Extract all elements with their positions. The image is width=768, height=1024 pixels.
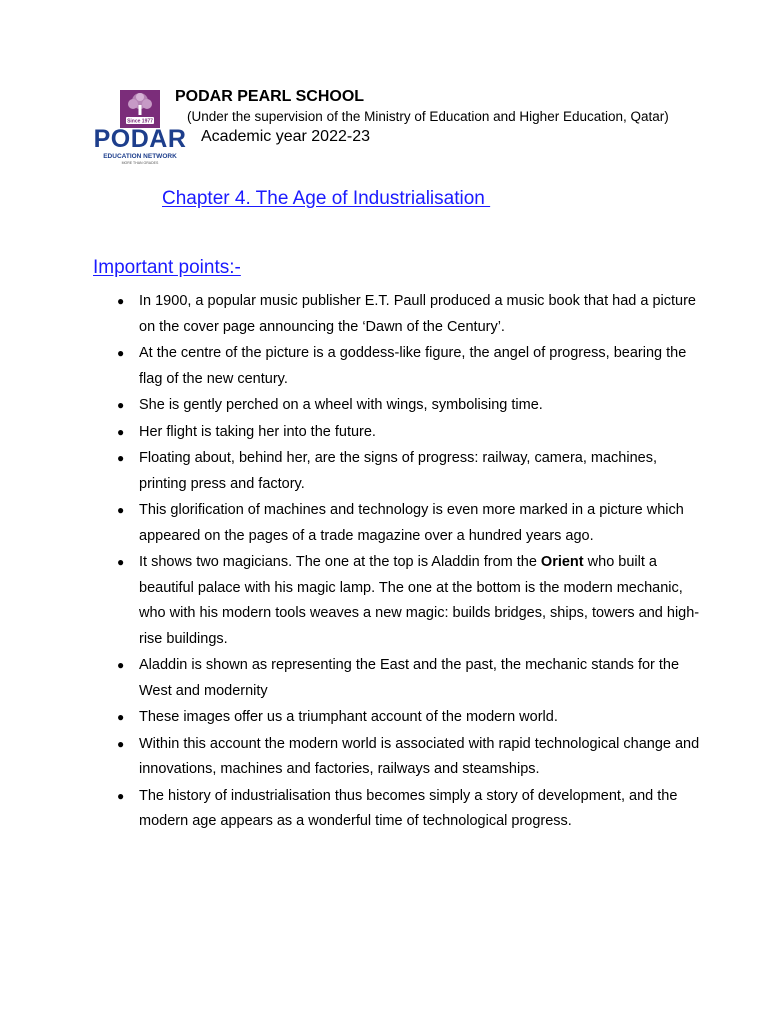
bullet-dot-icon: ● xyxy=(117,658,125,672)
point-text: Aladdin is shown as representing the East and the past, the mechanic stands for the West and modernity xyxy=(139,657,680,699)
logo-tagline: MORE THAN GRADES xyxy=(121,161,159,165)
bullet-dot-icon: ● xyxy=(117,788,125,803)
section-heading: Important points:- xyxy=(93,257,241,278)
point-text: This glorification of machines and technology is even more marked in a picture which appeared on the pages of a trade magazine over a hundred years ago. xyxy=(139,502,684,544)
bullet-dot-icon: ● xyxy=(117,398,125,412)
logo-network-text: EDUCATION NETWORK xyxy=(103,153,177,160)
podar-logo xyxy=(93,90,187,166)
list-item xyxy=(117,732,707,783)
emblem-text: Since 1977 xyxy=(127,118,153,125)
point-text: At the centre of the picture is a goddess-like figure, the angel of progress, bearing the flag of the new century. xyxy=(139,345,687,387)
point-text xyxy=(139,554,699,647)
bullet-dot-icon: ● xyxy=(117,424,125,439)
school-name: PODAR PEARL SCHOOL xyxy=(175,88,365,105)
point-text-before: It shows two magicians. The one at the top is Aladdin from the xyxy=(139,554,541,570)
point-text: Her flight is taking her into the future. xyxy=(139,423,376,440)
list-item xyxy=(117,393,707,419)
bullet-dot-icon: ● xyxy=(117,555,125,569)
point-text: Floating about, behind her, are the signs of progress: railway, camera, machines, printing press and factory. xyxy=(139,450,657,492)
list-item xyxy=(117,498,707,549)
list-item xyxy=(117,446,707,497)
list-item xyxy=(117,341,707,392)
bullet-dot-icon: ● xyxy=(117,736,125,751)
bullet-dot-icon: ● xyxy=(117,346,125,360)
important-points-list xyxy=(117,289,707,836)
bullet-dot-icon: ● xyxy=(117,294,125,308)
list-item xyxy=(117,289,707,340)
chapter-title: Chapter 4. The Age of Industrialisation xyxy=(162,188,491,209)
bullet-dot-icon: ● xyxy=(117,710,125,724)
list-item xyxy=(117,420,707,446)
bullet-dot-icon: ● xyxy=(117,451,125,465)
point-text: Within this account the modern world is associated with rapid technological change and innovations, machines and factories, railways and steamships. xyxy=(139,735,700,777)
bullet-dot-icon: ● xyxy=(117,503,125,517)
tree-emblem-icon xyxy=(120,90,160,128)
point-text-after: who built a beautiful palace with his magic lamp. The one at the bottom is the modern mechanic, who with his modern tools weaves a new magic: builds bridges, ships, towers and high-rise buildings. xyxy=(139,554,700,647)
point-text: The history of industrialisation thus becomes simply a story of development, and the modern age appears as a wonderful time of technological progress. xyxy=(139,787,678,829)
list-item xyxy=(117,550,707,652)
list-item xyxy=(117,705,707,731)
supervision-note: (Under the supervision of the Ministry of Education and Higher Education, Qatar) xyxy=(187,109,669,124)
list-item xyxy=(117,784,707,835)
point-text: In 1900, a popular music publisher E.T. Paull produced a music book that had a picture on the cover page announcing the ‘Dawn of the Century’. xyxy=(139,293,696,335)
logo-wordmark: PODAR xyxy=(93,125,187,153)
academic-year: Academic year 2022-23 xyxy=(201,128,370,145)
point-text: She is gently perched on a wheel with wings, symbolising time. xyxy=(139,397,543,413)
list-item xyxy=(117,653,707,704)
point-text: These images offer us a triumphant account of the modern world. xyxy=(139,709,558,725)
point-text-bold: Orient xyxy=(540,554,584,570)
